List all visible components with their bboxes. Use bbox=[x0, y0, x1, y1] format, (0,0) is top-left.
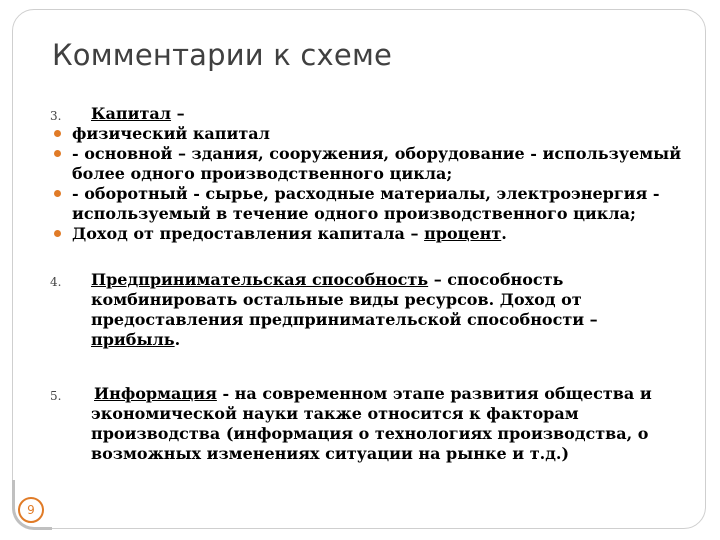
slide-title: Комментарии к схеме bbox=[52, 38, 393, 72]
item-text: – способность комбинировать остальные виды ресурсов. Доход от предоставления предпринимательской способности – bbox=[91, 270, 598, 329]
slide-body bbox=[50, 104, 690, 464]
list-marker: 3. bbox=[50, 109, 62, 123]
list-item-entrepreneurship bbox=[50, 270, 690, 350]
item-text: . bbox=[501, 224, 507, 243]
item-text: . bbox=[174, 330, 181, 349]
item-text: - основной – здания, сооружения, оборудование - используемый более одного производственного цикла; bbox=[72, 144, 682, 183]
bullet-icon bbox=[54, 150, 61, 157]
list-marker: 4. bbox=[50, 275, 62, 289]
term-profit: прибыль bbox=[91, 330, 175, 349]
item-text: - оборотный - сырье, расходные материалы, электроэнергия - используемый в течение одного производственного цикла; bbox=[72, 184, 660, 223]
bullet-icon bbox=[54, 190, 61, 197]
bullet-icon bbox=[54, 230, 61, 237]
page-number: 9 bbox=[18, 497, 44, 523]
term-capital: Капитал bbox=[91, 104, 172, 123]
list-item bbox=[50, 184, 690, 224]
list-item-capital bbox=[50, 104, 690, 124]
bullet-icon bbox=[54, 130, 61, 137]
term-entrepreneurship: Предпринимательская способность bbox=[91, 270, 429, 289]
list-item bbox=[50, 224, 690, 244]
list-item bbox=[50, 144, 690, 184]
item-text: Доход от предоставления капитала – bbox=[72, 224, 425, 243]
term-information: Информация bbox=[94, 384, 217, 403]
item-text: - на современном этапе развития общества и экономической науки также относится к факторам производства (информация о технологиях производства, о возможных изменениях ситуации на рынке и т.д.) bbox=[91, 384, 652, 463]
item-text: – bbox=[171, 104, 185, 123]
list-marker: 5. bbox=[50, 389, 62, 403]
term-interest: процент bbox=[424, 224, 502, 243]
item-text: физический капитал bbox=[72, 124, 270, 143]
list-item bbox=[50, 124, 690, 144]
list-item-information bbox=[50, 384, 690, 464]
